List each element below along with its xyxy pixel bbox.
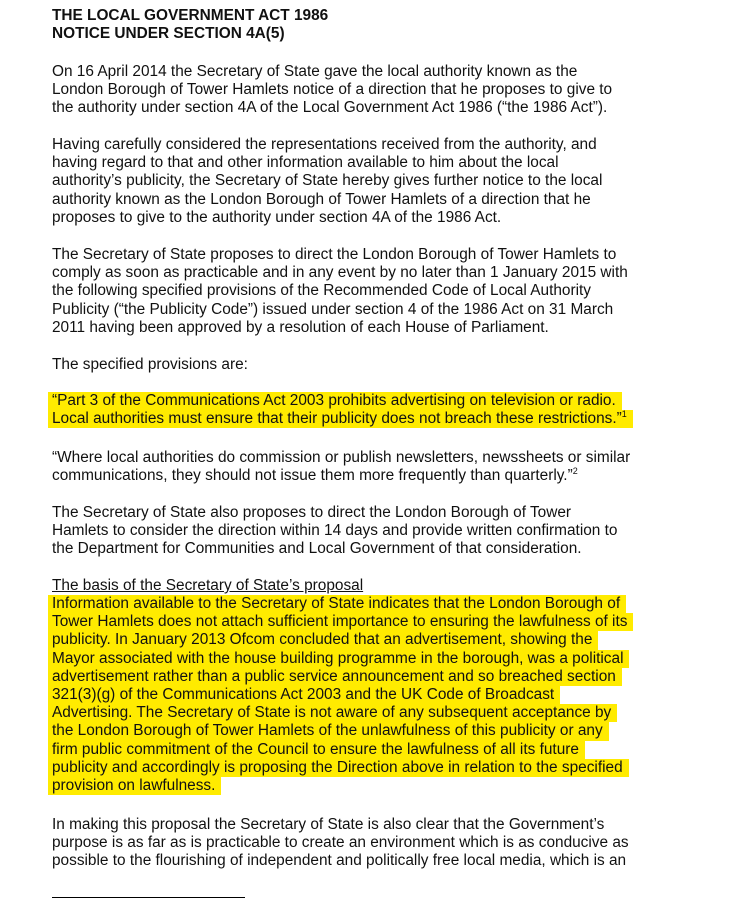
text-line: firm public commitment of the Council to ensure the lawfulness of all its future xyxy=(48,741,585,759)
text-line: London Borough of Tower Hamlets notice of a direction that he proposes to give to xyxy=(52,81,613,99)
title-line: NOTICE UNDER SECTION 4A(5) xyxy=(52,25,285,43)
text-line: provision on lawfulness. xyxy=(48,777,221,795)
footnote-ref[interactable]: 2 xyxy=(572,466,578,477)
text-line: In making this proposal the Secretary of State is also clear that the Government’s xyxy=(52,816,605,833)
specified-provisions-label xyxy=(52,356,712,374)
text-line: publicity. In January 2013 Ofcom concluded that an advertisement, showing the xyxy=(48,631,598,649)
text-line: the London Borough of Tower Hamlets of the unlawfulness of this publicity or any xyxy=(48,722,609,740)
text-line: The specified provisions are: xyxy=(52,356,248,373)
text-line: publicity and accordingly is proposing the Direction above in relation to the specified xyxy=(48,759,629,777)
quote-2 xyxy=(52,449,712,485)
text-line: comply as soon as practicable and in any event by no later than 1 January 2015 with xyxy=(52,264,628,282)
text-line: “Part 3 of the Communications Act 2003 prohibits advertising on television or radio. xyxy=(48,392,622,410)
text-line: the authority under section 4A of the Local Government Act 1986 (“the 1986 Act”). xyxy=(52,99,608,117)
basis-paragraph-highlighted xyxy=(52,595,712,795)
basis-heading xyxy=(52,577,712,595)
text-line: the following specified provisions of the Recommended Code of Local Authority xyxy=(52,282,591,300)
text-line: “Where local authorities do commission or publish newsletters, newssheets or similar xyxy=(52,449,631,466)
text-line: Tower Hamlets does not attach sufficient importance to ensuring the lawfulness of its xyxy=(48,613,633,631)
text-line: the Department for Communities and Local Government of that consideration. xyxy=(52,540,582,558)
text-line: On 16 April 2014 the Secretary of State gave the local authority known as the xyxy=(52,63,578,80)
text-line: advertisement rather than a public service announcement and so breached section xyxy=(48,668,622,686)
text-line: authority known as the London Borough of Tower Hamlets of a direction that he xyxy=(52,190,591,208)
footnote-separator xyxy=(52,897,245,898)
text-line: Information available to the Secretary of State indicates that the London Borough of xyxy=(48,595,626,613)
paragraph-7 xyxy=(52,816,712,871)
text-line: 321(3)(g) of the Communications Act 2003 and the UK Code of Broadcast xyxy=(48,686,560,704)
text-line: Having carefully considered the representations received from the authority, and xyxy=(52,136,597,153)
document-title xyxy=(52,7,712,43)
text-line: 2011 having been approved by a resolution of each House of Parliament. xyxy=(52,318,549,336)
text-line: Publicity (“the Publicity Code”) issued under section 4 of the 1986 Act on 31 March xyxy=(52,300,614,318)
text-line xyxy=(52,467,712,485)
title-line: THE LOCAL GOVERNMENT ACT 1986 xyxy=(52,7,329,24)
paragraph-2 xyxy=(52,136,712,227)
text-span: Local authorities must ensure that their publicity does not breach these restrictions.” xyxy=(52,410,622,428)
text-line: purpose is as far as is practicable to create an environment which is as conducive as xyxy=(52,834,629,852)
text-line: Mayor associated with the house building programme in the borough, was a political xyxy=(48,650,629,668)
quote-1-highlighted xyxy=(52,392,712,428)
text-line xyxy=(48,410,633,428)
text-line: proposes to give to the authority under section 4A of the 1986 Act. xyxy=(52,208,502,226)
paragraph-5 xyxy=(52,504,712,559)
text-line: The Secretary of State proposes to direct the London Borough of Tower Hamlets to xyxy=(52,246,617,263)
section-heading: The basis of the Secretary of State’s proposal xyxy=(52,577,364,594)
text-line: authority’s publicity, the Secretary of State hereby gives further notice to the local xyxy=(52,172,603,190)
paragraph-1 xyxy=(52,63,712,118)
text-line: Hamlets to consider the direction within 14 days and provide written confirmation to xyxy=(52,522,618,540)
footnote-ref[interactable]: 1 xyxy=(621,409,627,420)
text-line: possible to the flourishing of independent and politically free local media, which is an xyxy=(52,852,627,870)
text-line: having regard to that and other information available to him about the local xyxy=(52,154,559,172)
text-line: Advertising. The Secretary of State is not aware of any subsequent acceptance by xyxy=(48,704,617,722)
paragraph-3 xyxy=(52,246,712,337)
text-line: The Secretary of State also proposes to direct the London Borough of Tower xyxy=(52,504,572,521)
text-span: communications, they should not issue them more frequently than quarterly.” xyxy=(52,467,573,485)
